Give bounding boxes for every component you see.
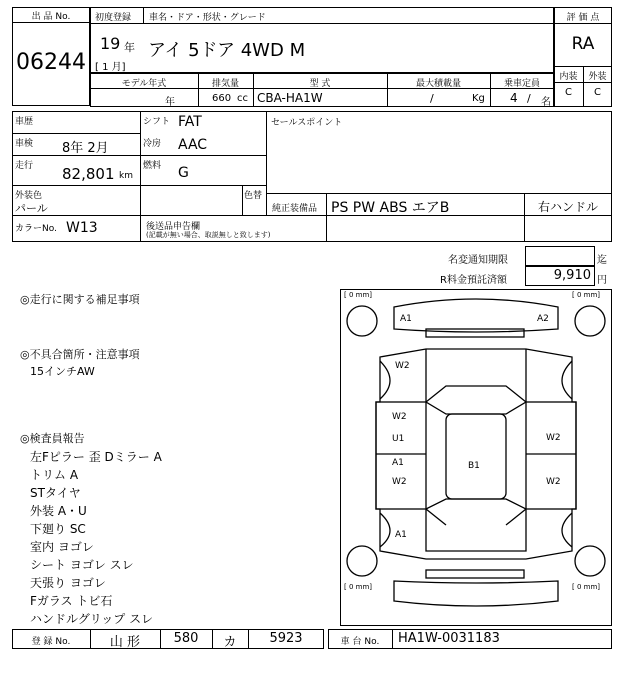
inspector-item: トリム A xyxy=(30,468,79,482)
damage-mark: A1 xyxy=(392,458,404,468)
inspection: 8年 2月 xyxy=(62,141,109,156)
ac-label: 冷房 xyxy=(143,139,162,149)
model-year-unit: 年 xyxy=(165,97,175,108)
deadline-label: 名変通知期限 xyxy=(448,255,508,266)
reg-no-label: 登 録 No. xyxy=(31,637,71,647)
displacement: 660 xyxy=(212,93,232,104)
mileage: 82,801 xyxy=(62,165,115,183)
car-diagram-drawing xyxy=(340,289,612,626)
driving-notes-title: ◎走行に関する補足事項 xyxy=(20,293,140,306)
year-unit: 年 xyxy=(124,41,135,54)
mileage-label: 走行 xyxy=(15,161,34,171)
recycle-label: R料金預託済額 xyxy=(440,275,507,286)
front-bumper xyxy=(394,299,558,332)
damage-mark: A1 xyxy=(395,530,407,540)
inspector-title: ◎検査員報告 xyxy=(20,432,85,445)
inspection-label: 車検 xyxy=(15,139,34,149)
rating-label: 評 価 点 xyxy=(566,13,600,23)
equipment: PS PW ABS エアB xyxy=(331,200,450,216)
damage-mark: W2 xyxy=(546,433,561,443)
defect-item: 15インチAW xyxy=(30,365,95,378)
reg-month: [ 1 月] xyxy=(95,62,126,73)
arch-rear-left xyxy=(380,513,390,547)
defects-title: ◎不具合箇所・注意事項 xyxy=(20,348,140,361)
tire-rear-left xyxy=(347,546,377,576)
inspector-item: 天張り ヨゴレ xyxy=(30,576,106,590)
ac: AAC xyxy=(178,137,208,153)
reg-class: 580 xyxy=(173,631,199,646)
inspector-item: ハンドルグリップ スレ xyxy=(30,612,154,626)
inspector-item: シート ヨゴレ スレ xyxy=(30,558,134,572)
fuel-label: 燃料 xyxy=(143,161,162,171)
inspector-item: 左Fピラー 歪 Dミラー A xyxy=(30,450,162,464)
mileage-unit: km xyxy=(119,171,133,181)
model-year-label: モデル年式 xyxy=(121,79,167,89)
max-load-label: 最大積載量 xyxy=(415,79,461,89)
equipment-label: 純正装備品 xyxy=(272,204,318,214)
steering: 右ハンドル xyxy=(537,200,598,214)
shift-label: シフト xyxy=(143,117,171,127)
reg-region: 山 形 xyxy=(109,635,141,650)
damage-mark: W2 xyxy=(546,477,561,487)
car-name-label: 車名・ドア・形状・グレード xyxy=(149,13,266,23)
deadline-suffix: 迄 xyxy=(597,255,607,266)
damage-mark: B1 xyxy=(468,461,480,471)
inspector-item: Fガラス トビ石 xyxy=(30,594,113,608)
inspector-item: 外装 A・U xyxy=(30,504,87,518)
arch-rear-right xyxy=(562,513,572,547)
tire-depth-bl: [ 0 mm] xyxy=(344,583,373,591)
inspector-item: 下廻り SC xyxy=(30,522,86,536)
recycle-suffix: 円 xyxy=(597,275,607,286)
rear-plate xyxy=(426,570,524,578)
lot-label: 出 品 No. xyxy=(31,12,71,22)
car-name: アイ 5ドア 4WD M xyxy=(148,40,306,61)
arch-front-right xyxy=(562,361,572,399)
displacement-unit: cc xyxy=(237,93,248,104)
chassis-label: 車 台 No. xyxy=(340,637,380,647)
front-plate xyxy=(426,329,524,337)
max-load-unit: Kg xyxy=(472,93,485,104)
hood-line xyxy=(426,349,526,414)
repaint-label: 色替 xyxy=(244,191,263,201)
max-load: / xyxy=(430,92,434,105)
later-label: 後送品申告欄 xyxy=(146,222,201,232)
model-code: CBA-HA1W xyxy=(257,91,323,105)
reg-year: 19 xyxy=(100,34,121,53)
right-doors xyxy=(526,402,576,509)
color-no: W13 xyxy=(66,220,98,236)
later-note: (記載が無い場合、取説無しと致します) xyxy=(146,231,271,239)
tire-depth-tl: [ 0 mm] xyxy=(344,291,373,299)
rating: RA xyxy=(571,34,595,54)
capacity: 4 xyxy=(510,91,518,105)
sales-points-label: セールスポイント xyxy=(271,118,343,128)
inspector-item: STタイヤ xyxy=(30,486,81,500)
fuel: G xyxy=(178,165,189,181)
capacity-label: 乗車定員 xyxy=(503,79,540,89)
ext-color-label: 外装色 xyxy=(15,191,43,201)
type-label: 型 式 xyxy=(309,79,331,89)
arch-front-left xyxy=(380,361,390,399)
interior-grade: C xyxy=(565,87,572,98)
tire-front-right xyxy=(575,306,605,336)
rear-window xyxy=(426,499,526,551)
tire-depth-br: [ 0 mm] xyxy=(572,583,601,591)
tire-depth-tr: [ 0 mm] xyxy=(572,291,601,299)
ext-color: パール xyxy=(15,202,48,215)
damage-mark: W2 xyxy=(395,361,410,371)
recycle: 9,910 xyxy=(553,268,591,283)
chassis-no: HA1W-0031183 xyxy=(398,631,500,646)
reg-number: 5923 xyxy=(269,631,303,646)
displacement-label: 排気量 xyxy=(211,79,239,89)
tire-front-left xyxy=(347,306,377,336)
exterior-label: 外装 xyxy=(588,72,607,82)
damage-mark: A1 xyxy=(400,314,412,324)
tire-rear-right xyxy=(575,546,605,576)
lot-number: 06244 xyxy=(16,50,86,75)
capacity-sep: / xyxy=(527,92,531,105)
history-label: 車歴 xyxy=(15,117,34,127)
first-reg-label: 初度登録 xyxy=(95,13,132,23)
damage-mark: A2 xyxy=(537,314,549,324)
damage-mark: W2 xyxy=(392,412,407,422)
interior-label: 内装 xyxy=(559,72,578,82)
deadline-box xyxy=(525,246,595,266)
inspector-item: 室内 ヨゴレ xyxy=(30,540,94,554)
rear-bumper xyxy=(394,581,558,606)
exterior-grade: C xyxy=(594,87,601,98)
roof xyxy=(446,414,506,499)
windshield xyxy=(426,386,526,402)
color-no-label: カラーNo. xyxy=(15,224,57,234)
capacity-unit: 名 xyxy=(541,97,551,108)
damage-mark: W2 xyxy=(392,477,407,487)
reg-kana: カ xyxy=(223,635,237,650)
shift: FAT xyxy=(178,114,202,130)
damage-mark: U1 xyxy=(392,434,405,444)
